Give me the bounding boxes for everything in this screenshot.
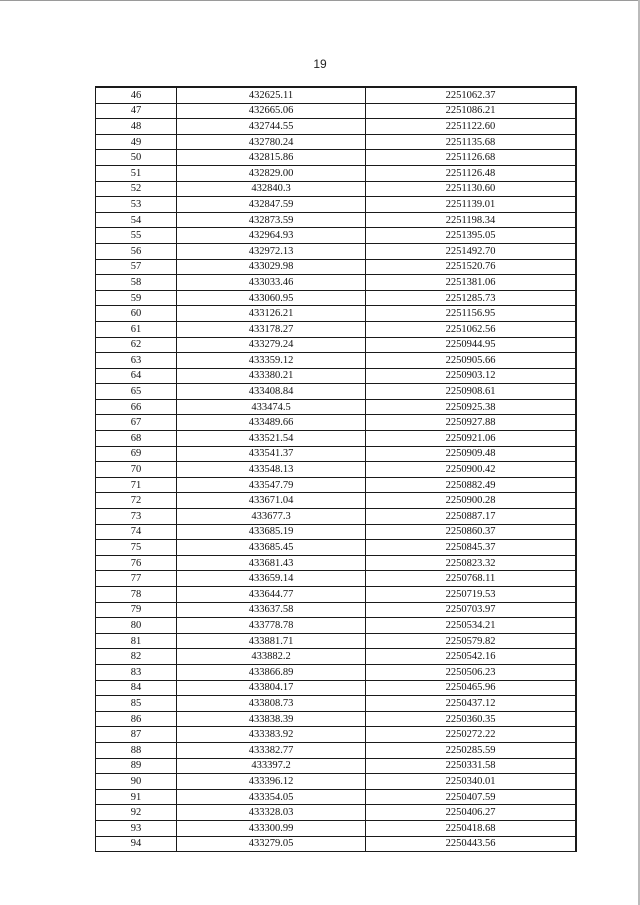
- x-coordinate-cell: 433300.99: [177, 820, 366, 836]
- y-coordinate-cell: 2250407.59: [366, 789, 577, 805]
- point-number-cell: 74: [96, 524, 177, 540]
- x-coordinate-cell: 433380.21: [177, 368, 366, 384]
- y-coordinate-cell: 2251126.68: [366, 150, 577, 166]
- point-number-cell: 59: [96, 290, 177, 306]
- table-row: [96, 165, 577, 181]
- y-coordinate-cell: 2250908.61: [366, 384, 577, 400]
- x-coordinate-cell: 433359.12: [177, 353, 366, 369]
- y-coordinate-cell: 2251156.95: [366, 306, 577, 322]
- x-coordinate-cell: 432972.13: [177, 243, 366, 259]
- point-number-cell: 50: [96, 150, 177, 166]
- point-number-cell: 92: [96, 805, 177, 821]
- table-row: [96, 493, 577, 509]
- y-coordinate-cell: 2250900.42: [366, 462, 577, 478]
- table-row: [96, 649, 577, 665]
- table-row: [96, 259, 577, 275]
- y-coordinate-cell: 2250465.96: [366, 680, 577, 696]
- point-number-cell: 54: [96, 212, 177, 228]
- point-number-cell: 46: [96, 87, 177, 103]
- x-coordinate-cell: 433548.13: [177, 462, 366, 478]
- table-row: [96, 119, 577, 135]
- y-coordinate-cell: 2250860.37: [366, 524, 577, 540]
- table-row: [96, 353, 577, 369]
- point-number-cell: 71: [96, 477, 177, 493]
- x-coordinate-cell: 433778.78: [177, 618, 366, 634]
- y-coordinate-cell: 2250903.12: [366, 368, 577, 384]
- y-coordinate-cell: 2250360.35: [366, 711, 577, 727]
- table-row: [96, 758, 577, 774]
- table-row: [96, 415, 577, 431]
- x-coordinate-cell: 433060.95: [177, 290, 366, 306]
- x-coordinate-cell: 433882.2: [177, 649, 366, 665]
- point-number-cell: 67: [96, 415, 177, 431]
- point-number-cell: 66: [96, 399, 177, 415]
- x-coordinate-cell: 433279.24: [177, 337, 366, 353]
- table-row: [96, 696, 577, 712]
- table-row: [96, 742, 577, 758]
- x-coordinate-cell: 433382.77: [177, 742, 366, 758]
- x-coordinate-cell: 432625.11: [177, 87, 366, 103]
- point-number-cell: 90: [96, 774, 177, 790]
- y-coordinate-cell: 2251062.37: [366, 87, 577, 103]
- point-number-cell: 84: [96, 680, 177, 696]
- point-number-cell: 73: [96, 509, 177, 525]
- y-coordinate-cell: 2250845.37: [366, 540, 577, 556]
- table-row: [96, 150, 577, 166]
- table-row: [96, 571, 577, 587]
- y-coordinate-cell: 2250534.21: [366, 618, 577, 634]
- x-coordinate-cell: 433677.3: [177, 509, 366, 525]
- point-number-cell: 49: [96, 134, 177, 150]
- table-row: [96, 446, 577, 462]
- point-number-cell: 56: [96, 243, 177, 259]
- point-number-cell: 61: [96, 321, 177, 337]
- point-number-cell: 72: [96, 493, 177, 509]
- x-coordinate-cell: 433328.03: [177, 805, 366, 821]
- point-number-cell: 70: [96, 462, 177, 478]
- point-number-cell: 62: [96, 337, 177, 353]
- y-coordinate-cell: 2251062.56: [366, 321, 577, 337]
- table-row: [96, 477, 577, 493]
- x-coordinate-cell: 432829.00: [177, 165, 366, 181]
- table-row: [96, 727, 577, 743]
- x-coordinate-cell: 433644.77: [177, 587, 366, 603]
- y-coordinate-cell: 2250285.59: [366, 742, 577, 758]
- point-number-cell: 51: [96, 165, 177, 181]
- y-coordinate-cell: 2251122.60: [366, 119, 577, 135]
- coordinate-table: [95, 86, 577, 852]
- x-coordinate-cell: 433408.84: [177, 384, 366, 400]
- table-row: [96, 431, 577, 447]
- table-row: [96, 368, 577, 384]
- x-coordinate-cell: 433866.89: [177, 664, 366, 680]
- point-number-cell: 81: [96, 633, 177, 649]
- table-row: [96, 820, 577, 836]
- y-coordinate-cell: 2251285.73: [366, 290, 577, 306]
- x-coordinate-cell: 432815.86: [177, 150, 366, 166]
- point-number-cell: 86: [96, 711, 177, 727]
- point-number-cell: 68: [96, 431, 177, 447]
- point-number-cell: 55: [96, 228, 177, 244]
- point-number-cell: 58: [96, 275, 177, 291]
- point-number-cell: 65: [96, 384, 177, 400]
- x-coordinate-cell: 433126.21: [177, 306, 366, 322]
- table-row: [96, 399, 577, 415]
- x-coordinate-cell: 433838.39: [177, 711, 366, 727]
- x-coordinate-cell: 432780.24: [177, 134, 366, 150]
- y-coordinate-cell: 2251381.06: [366, 275, 577, 291]
- x-coordinate-cell: 433383.92: [177, 727, 366, 743]
- x-coordinate-cell: 432847.59: [177, 197, 366, 213]
- table-row: [96, 384, 577, 400]
- table-row: [96, 306, 577, 322]
- table-row: [96, 836, 577, 852]
- point-number-cell: 57: [96, 259, 177, 275]
- x-coordinate-cell: 433808.73: [177, 696, 366, 712]
- x-coordinate-cell: 433671.04: [177, 493, 366, 509]
- y-coordinate-cell: 2250905.66: [366, 353, 577, 369]
- point-number-cell: 69: [96, 446, 177, 462]
- table-row: [96, 664, 577, 680]
- x-coordinate-cell: 433474.5: [177, 399, 366, 415]
- y-coordinate-cell: 2250925.38: [366, 399, 577, 415]
- point-number-cell: 79: [96, 602, 177, 618]
- point-number-cell: 77: [96, 571, 177, 587]
- table-row: [96, 711, 577, 727]
- point-number-cell: 52: [96, 181, 177, 197]
- y-coordinate-cell: 2250882.49: [366, 477, 577, 493]
- x-coordinate-cell: 433279.05: [177, 836, 366, 852]
- table-row: [96, 243, 577, 259]
- point-number-cell: 64: [96, 368, 177, 384]
- x-coordinate-cell: 433681.43: [177, 555, 366, 571]
- x-coordinate-cell: 432744.55: [177, 119, 366, 135]
- y-coordinate-cell: 2251135.68: [366, 134, 577, 150]
- table-row: [96, 462, 577, 478]
- y-coordinate-cell: 2250921.06: [366, 431, 577, 447]
- y-coordinate-cell: 2250944.95: [366, 337, 577, 353]
- y-coordinate-cell: 2250443.56: [366, 836, 577, 852]
- point-number-cell: 93: [96, 820, 177, 836]
- y-coordinate-cell: 2250909.48: [366, 446, 577, 462]
- point-number-cell: 85: [96, 696, 177, 712]
- table-row: [96, 602, 577, 618]
- x-coordinate-cell: 433659.14: [177, 571, 366, 587]
- x-coordinate-cell: 433029.98: [177, 259, 366, 275]
- table-row: [96, 587, 577, 603]
- point-number-cell: 48: [96, 119, 177, 135]
- y-coordinate-cell: 2250340.01: [366, 774, 577, 790]
- x-coordinate-cell: 432873.59: [177, 212, 366, 228]
- y-coordinate-cell: 2251139.01: [366, 197, 577, 213]
- y-coordinate-cell: 2250823.32: [366, 555, 577, 571]
- x-coordinate-cell: 433489.66: [177, 415, 366, 431]
- y-coordinate-cell: 2250418.68: [366, 820, 577, 836]
- coordinate-table-body: [96, 87, 577, 852]
- x-coordinate-cell: 432964.93: [177, 228, 366, 244]
- table-row: [96, 509, 577, 525]
- y-coordinate-cell: 2251086.21: [366, 103, 577, 119]
- y-coordinate-cell: 2251520.76: [366, 259, 577, 275]
- table-row: [96, 212, 577, 228]
- x-coordinate-cell: 433397.2: [177, 758, 366, 774]
- x-coordinate-cell: 433685.45: [177, 540, 366, 556]
- x-coordinate-cell: 433178.27: [177, 321, 366, 337]
- x-coordinate-cell: 433685.19: [177, 524, 366, 540]
- point-number-cell: 83: [96, 664, 177, 680]
- point-number-cell: 82: [96, 649, 177, 665]
- table-row: [96, 228, 577, 244]
- y-coordinate-cell: 2250331.58: [366, 758, 577, 774]
- point-number-cell: 47: [96, 103, 177, 119]
- table-row: [96, 555, 577, 571]
- point-number-cell: 80: [96, 618, 177, 634]
- y-coordinate-cell: 2250437.12: [366, 696, 577, 712]
- table-row: [96, 337, 577, 353]
- point-number-cell: 89: [96, 758, 177, 774]
- x-coordinate-cell: 433033.46: [177, 275, 366, 291]
- x-coordinate-cell: 433547.79: [177, 477, 366, 493]
- point-number-cell: 76: [96, 555, 177, 571]
- scan-edge-top: [0, 0, 640, 1]
- y-coordinate-cell: 2251492.70: [366, 243, 577, 259]
- point-number-cell: 94: [96, 836, 177, 852]
- table-row: [96, 87, 577, 103]
- y-coordinate-cell: 2250406.27: [366, 805, 577, 821]
- y-coordinate-cell: 2250927.88: [366, 415, 577, 431]
- table-row: [96, 197, 577, 213]
- point-number-cell: 78: [96, 587, 177, 603]
- y-coordinate-cell: 2251126.48: [366, 165, 577, 181]
- point-number-cell: 75: [96, 540, 177, 556]
- table-row: [96, 524, 577, 540]
- table-row: [96, 275, 577, 291]
- table-row: [96, 680, 577, 696]
- y-coordinate-cell: 2250900.28: [366, 493, 577, 509]
- y-coordinate-cell: 2250579.82: [366, 633, 577, 649]
- y-coordinate-cell: 2250887.17: [366, 509, 577, 525]
- table-row: [96, 321, 577, 337]
- point-number-cell: 91: [96, 789, 177, 805]
- x-coordinate-cell: 433521.54: [177, 431, 366, 447]
- y-coordinate-cell: 2251395.05: [366, 228, 577, 244]
- y-coordinate-cell: 2250542.16: [366, 649, 577, 665]
- y-coordinate-cell: 2250506.23: [366, 664, 577, 680]
- x-coordinate-cell: 432665.06: [177, 103, 366, 119]
- x-coordinate-cell: 433637.58: [177, 602, 366, 618]
- table-row: [96, 134, 577, 150]
- point-number-cell: 60: [96, 306, 177, 322]
- table-row: [96, 805, 577, 821]
- table-row: [96, 103, 577, 119]
- y-coordinate-cell: 2250719.53: [366, 587, 577, 603]
- y-coordinate-cell: 2250272.22: [366, 727, 577, 743]
- point-number-cell: 53: [96, 197, 177, 213]
- x-coordinate-cell: 433354.05: [177, 789, 366, 805]
- y-coordinate-cell: 2251130.60: [366, 181, 577, 197]
- table-row: [96, 181, 577, 197]
- table-row: [96, 789, 577, 805]
- table-row: [96, 633, 577, 649]
- x-coordinate-cell: 432840.3: [177, 181, 366, 197]
- table-row: [96, 618, 577, 634]
- point-number-cell: 88: [96, 742, 177, 758]
- y-coordinate-cell: 2251198.34: [366, 212, 577, 228]
- x-coordinate-cell: 433396.12: [177, 774, 366, 790]
- x-coordinate-cell: 433541.37: [177, 446, 366, 462]
- page-number: 19: [313, 57, 327, 71]
- table-row: [96, 774, 577, 790]
- y-coordinate-cell: 2250703.97: [366, 602, 577, 618]
- table-row: [96, 540, 577, 556]
- point-number-cell: 87: [96, 727, 177, 743]
- x-coordinate-cell: 433804.17: [177, 680, 366, 696]
- x-coordinate-cell: 433881.71: [177, 633, 366, 649]
- table-row: [96, 290, 577, 306]
- y-coordinate-cell: 2250768.11: [366, 571, 577, 587]
- point-number-cell: 63: [96, 353, 177, 369]
